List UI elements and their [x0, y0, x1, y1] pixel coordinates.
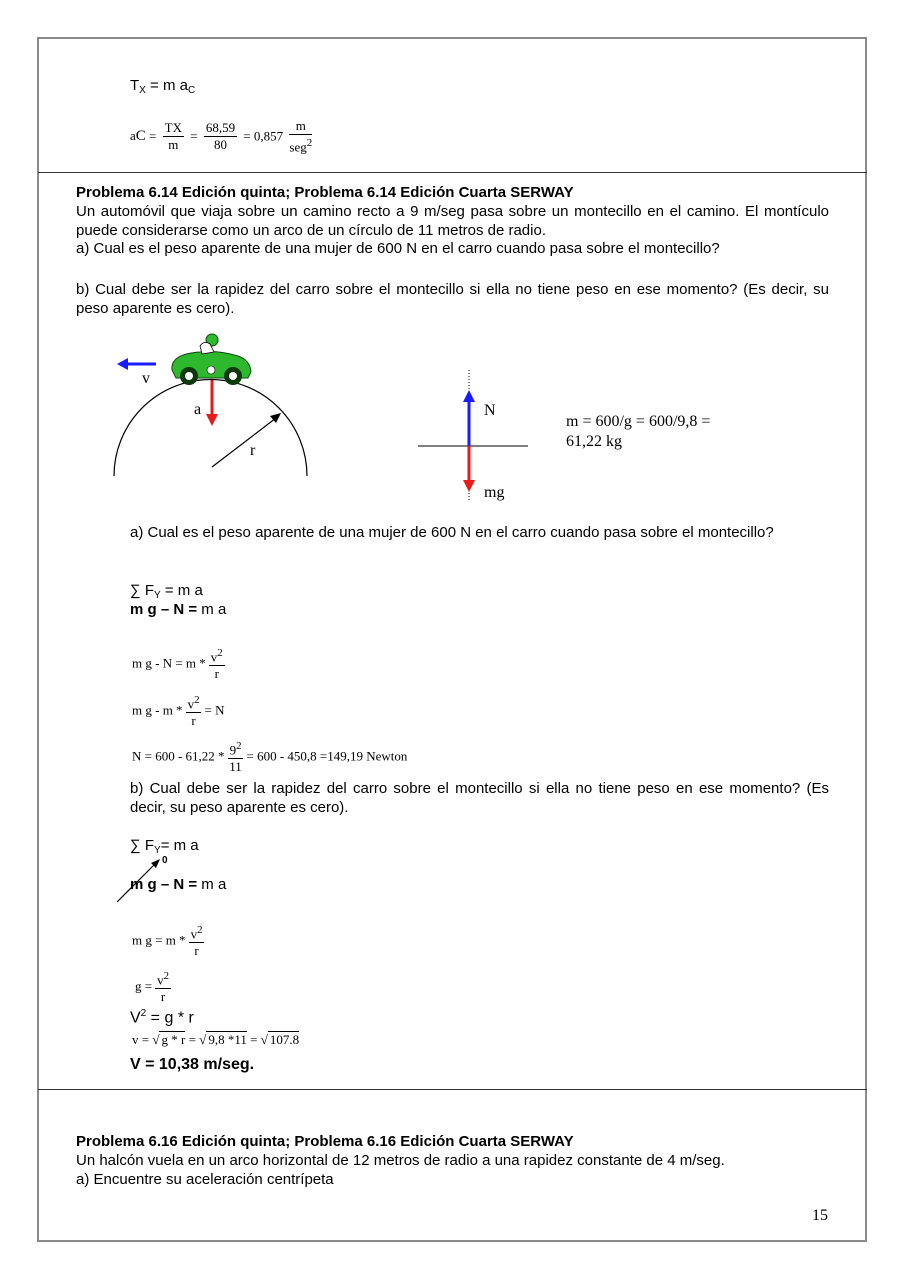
denominator: m	[168, 137, 179, 153]
problem-614-question-a: a) Cual es el peso aparente de una mujer de 600 N en el carro cuando pasa sobre el montecillo?	[76, 240, 720, 257]
eq4	[132, 692, 224, 729]
section-divider-top	[38, 172, 867, 173]
eq-text: V	[130, 1009, 141, 1027]
centripetal-accel-equation: aC = $\frac{TX}{m}$ = $\frac{68,59}{80}$ = 0,857 $\frac{m}{seg^2}$	[130, 118, 313, 155]
denominator: r	[194, 943, 199, 959]
denominator	[289, 135, 312, 155]
num-text: 9	[229, 742, 237, 758]
hill-car-diagram	[100, 330, 330, 490]
num-text: v	[157, 972, 164, 988]
exponent: 2	[306, 137, 313, 149]
denominator: 80	[213, 137, 227, 153]
unit-text: seg	[289, 139, 307, 155]
problem-614-title: Problema 6.14 Edición quinta; Problema 6.14 Edición Cuarta SERWAY	[76, 184, 574, 201]
numerator	[209, 645, 225, 666]
solution-b-question: b) Cual debe ser la rapidez del carro sobre el montecillo si ella no tiene peso en ese momento? (Es decir, su peso aparente es cero).	[130, 780, 829, 816]
eq5	[132, 738, 407, 775]
problem-614-question-b: b) Cual debe ser la rapidez del carro sobre el montecillo si ella no tiene peso en ese momento? (Es decir, su peso aparente es cero).	[76, 281, 829, 317]
eq-text: v =	[132, 1032, 150, 1047]
fraction	[189, 922, 205, 959]
numerator: m	[289, 118, 312, 135]
exponent: 2	[217, 647, 223, 659]
tension-equation	[130, 77, 195, 96]
numerator	[155, 968, 171, 989]
radicand: g * r	[161, 1032, 186, 1047]
result-value: 0,857	[253, 128, 284, 144]
sum-forces-a	[130, 582, 203, 601]
eq-bold: m g – N =	[130, 601, 202, 618]
fraction	[209, 645, 225, 682]
denominator: 11	[229, 759, 242, 775]
eq-sub: C	[135, 128, 146, 145]
mass-calc-line2: 61,22 kg	[566, 433, 622, 450]
eq6	[132, 922, 207, 959]
denominator: r	[191, 713, 196, 729]
denominator: r	[160, 989, 166, 1005]
eq-text: m a	[201, 876, 227, 893]
problem-616-title: Problema 6.16 Edición quinta; Problema 6.16 Edición Cuarta SERWAY	[76, 1133, 574, 1150]
eq-text: m g = m *	[132, 932, 186, 948]
eq-text: T	[130, 77, 140, 94]
radicand: 107.8	[269, 1032, 300, 1047]
sqrt-icon: √	[260, 1032, 268, 1047]
weight-arrowhead-icon	[463, 480, 475, 492]
exponent: 2	[163, 970, 170, 982]
mass-calculation	[566, 412, 710, 452]
sqrt-icon: √	[199, 1032, 207, 1047]
mass-calc-line1: m = 600/g = 600/9,8 =	[566, 413, 711, 430]
eq3	[132, 645, 228, 682]
eq-text: g =	[135, 978, 153, 994]
eq-sub: C	[187, 85, 196, 96]
eq-text: = m a	[145, 77, 188, 94]
num-text: v	[210, 649, 218, 665]
denominator: r	[214, 666, 219, 682]
num-text: v	[187, 696, 195, 712]
eq-sub: X	[139, 85, 146, 96]
label-v: v	[142, 370, 150, 387]
eq-text: m g - m *	[132, 702, 183, 718]
fraction	[228, 738, 244, 775]
sum-forces-b	[130, 837, 199, 856]
eq-text: a	[130, 128, 136, 144]
page-number: 15	[812, 1207, 828, 1224]
fraction	[163, 120, 184, 153]
label-mg: mg	[484, 484, 505, 501]
solution-a-question: a) Cual es el peso aparente de una mujer de 600 N en el carro cuando pasa sobre el montecillo?	[130, 524, 774, 541]
eq-text: =	[188, 1032, 196, 1047]
exponent: 2	[197, 924, 203, 936]
eq-text: N = 600 - 61,22 *	[132, 748, 225, 764]
eq-text: ∑ F	[130, 837, 155, 854]
eq-text: = g * r	[146, 1009, 194, 1027]
eq7	[135, 968, 174, 1005]
newton-eq-a	[130, 601, 226, 618]
eq-sub: Y	[154, 590, 161, 601]
eq-sub: Y	[154, 845, 161, 856]
exponent: 2	[140, 1008, 147, 1019]
label-N: N	[484, 402, 496, 419]
eq-text: = 600 - 450,8 =149,19 Newton	[246, 748, 408, 764]
eq-text: = m a	[160, 837, 199, 854]
acceleration-arrowhead-icon	[206, 414, 218, 426]
zero-label: 0	[162, 855, 168, 866]
numerator: 68,59	[205, 120, 236, 136]
label-a: a	[194, 401, 202, 418]
numerator	[228, 738, 244, 759]
label-r: r	[250, 442, 256, 459]
exponent: 2	[236, 740, 242, 752]
eq-text: = m a	[160, 582, 203, 599]
problem-614-statement: Un automóvil que viaja sobre un camino recto a 9 m/seg pasa sobre un montecillo en el camino. El montículo puede considerarse como un arco de un círculo de 11 metros de radio.	[76, 203, 829, 239]
fraction	[204, 120, 237, 153]
eq-text: m g - N = m *	[132, 655, 206, 671]
problem-616-statement: Un halcón vuela en un arco horizontal de 12 metros de radio a una rapidez constante de 4 m/seg.	[76, 1152, 725, 1169]
normal-force-arrowhead-icon	[463, 390, 475, 402]
free-body-diagram	[400, 360, 560, 510]
velocity-arrowhead-icon	[117, 358, 128, 370]
fraction	[155, 968, 171, 1005]
eq-bold: m g – N =	[130, 876, 202, 893]
eq-text: ∑ F	[130, 582, 155, 599]
fraction	[186, 692, 202, 729]
problem-616-question-a: a) Encuentre su aceleración centrípeta	[76, 1171, 334, 1188]
eq9	[132, 1032, 299, 1048]
radicand: 9,8 *11	[208, 1032, 247, 1047]
num-text: v	[190, 926, 198, 942]
eq-text: = N	[204, 702, 225, 718]
sqrt-icon: √	[152, 1032, 160, 1047]
numerator	[186, 692, 202, 713]
eq8	[130, 1008, 194, 1027]
numerator	[189, 922, 205, 943]
final-result: V = 10,38 m/seg.	[130, 1056, 255, 1073]
newton-eq-b	[130, 876, 226, 893]
eq-text: m a	[201, 601, 227, 618]
unit-fraction	[289, 118, 312, 155]
car-icon	[172, 334, 251, 385]
eq-text: =	[250, 1032, 258, 1047]
numerator: TX	[164, 120, 182, 136]
exponent: 2	[194, 694, 200, 706]
section-divider-bottom	[38, 1089, 867, 1090]
